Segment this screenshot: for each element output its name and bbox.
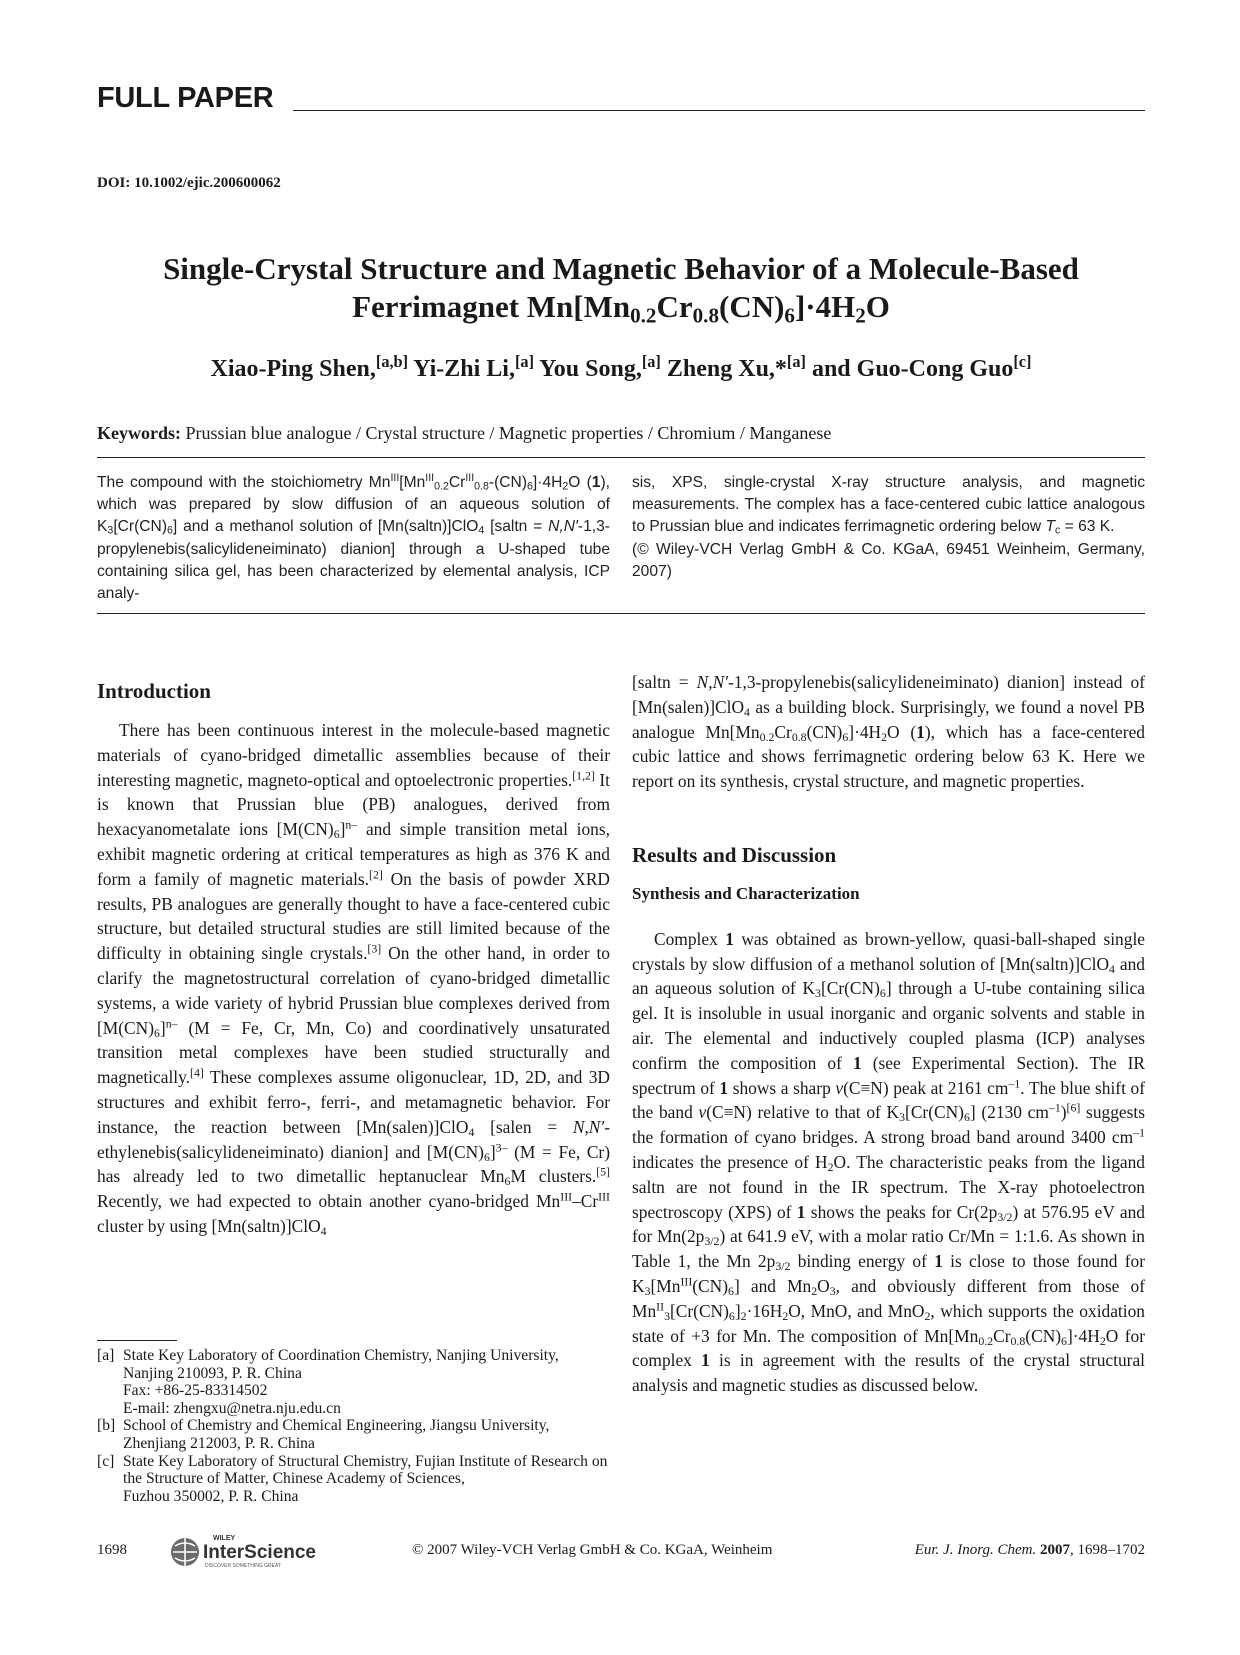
author-affiliation: [a] [641, 352, 661, 372]
abstract-sub: 6 [527, 480, 533, 493]
body-text: ] (2130 cm [969, 1102, 1049, 1123]
abstract-text: ] and a methanol solution of [Mn(saltn)]ClO [172, 518, 479, 536]
body-text: [salen = [474, 1116, 573, 1137]
title-sub: 0.2 [630, 303, 657, 328]
body-text: ] through a U-tube containing silica gel. It is insoluble in usual inorganic and organic solvents and stable in air. The elemental and inductively coupled plasma (ICP) analyses confirm the composition of [632, 978, 1145, 1073]
author-affiliation: [a,b] [375, 352, 409, 372]
journal-name: Eur. J. Inorg. Chem. [914, 1542, 1037, 1558]
footnote-tag: [b] [97, 1417, 116, 1435]
section-heading-introduction: Introduction [97, 679, 211, 703]
abstract-column-left [97, 472, 610, 605]
footnote-c [97, 1453, 610, 1506]
citation-ref[interactable]: [4] [190, 1065, 204, 1080]
title-text: Cr [656, 289, 693, 324]
title-text: ]·4H [794, 289, 856, 324]
body-text: (CN) [1025, 1325, 1062, 1346]
body-text: (M = Fe, Cr, Mn, Co) and coordinatively unsaturated transition metal complexes have been studied structurally and magnetically. [97, 1017, 610, 1088]
body-sub: 6 [1061, 1333, 1067, 1348]
compound-number: 1 [852, 1052, 862, 1073]
abstract-column-right [632, 472, 1145, 583]
body-sup: III [560, 1189, 573, 1204]
body-sub: 3/2 [997, 1209, 1013, 1224]
body-text: [Mn [650, 1275, 681, 1296]
footnote-rule [97, 1340, 177, 1341]
abstract-sup: III [425, 472, 435, 485]
journal-year: 2007 [1040, 1542, 1070, 1558]
body-text: cluster by using [Mn(saltn)]ClO [97, 1215, 321, 1236]
title-sub: 0.8 [692, 303, 719, 328]
citation-ref[interactable]: [3] [367, 941, 382, 956]
body-text: ] [734, 1300, 741, 1321]
body-sub: 4 [468, 1124, 475, 1139]
body-sup: –1 [1133, 1125, 1145, 1140]
body-sup: –1 [1008, 1076, 1021, 1091]
section-heading-results: Results and Discussion [632, 842, 837, 867]
body-sub: 2 [881, 729, 888, 744]
body-italic: N,N′ [696, 672, 729, 692]
compound-number: 1 [591, 474, 601, 491]
body-sub: 2 [811, 1283, 818, 1298]
abstract-text: O ( [568, 474, 592, 491]
body-sub: 6 [963, 1110, 970, 1125]
body-text: is close to those found for K [632, 1251, 1145, 1296]
doi[interactable]: DOI: 10.1002/ejic.200600062 [97, 175, 281, 191]
body-text: (CN) [692, 1275, 729, 1296]
body-italic: ν [835, 1077, 844, 1098]
author-affiliation: [a] [514, 352, 535, 372]
author-list [97, 352, 1145, 383]
wiley-interscience-logo[interactable] [167, 1530, 347, 1570]
body-text: suggests the formation of cyano bridges. A strong broad band around 3400 cm [632, 1102, 1145, 1148]
author: Yi-Zhi Li, [413, 356, 515, 382]
body-text: ) at 641.9 eV, with a molar ratio Cr/Mn = 1:1.6. As shown in Table 1, the Mn 2p [632, 1226, 1145, 1272]
body-sup: II [656, 1299, 665, 1314]
footnote-line: Fax: +86-25-83314502 [123, 1382, 268, 1400]
body-sub: 3 [644, 1283, 651, 1298]
author-affiliation: [c] [1013, 352, 1032, 372]
footnote-tag: [c] [97, 1452, 115, 1470]
body-text: [Cr(CN) [669, 1300, 729, 1321]
footnote-line: Fuzhou 350002, P. R. China [123, 1487, 299, 1505]
body-sup: III [680, 1274, 693, 1289]
body-sub: 3/2 [775, 1259, 791, 1274]
footnote-line: Nanjing 210093, P. R. China [123, 1364, 302, 1382]
abstract-sub: 6 [167, 525, 173, 538]
body-sup: n– [165, 1016, 178, 1031]
body-text: These complexes assume oligonuclear, 1D, 2D, and 3D structures and exhibit ferro-, ferri-, and metamagnetic behavior. For instance, the reaction between [Mn(salen)]ClO [97, 1067, 610, 1137]
abstract-sup: III [465, 472, 475, 485]
abstract-sup: III [390, 472, 400, 485]
body-text: ) at 576.95 eV and for Mn(2p [632, 1201, 1145, 1247]
body-sub: 4 [320, 1223, 327, 1238]
body-sub: 6 [483, 1149, 490, 1164]
body-text: [Cr(CN) [820, 978, 880, 999]
body-text: It is known that Prussian blue (PB) analogues, derived from hexacyanometalate ions [M(CN) [97, 769, 610, 840]
body-sub: 0.2 [759, 729, 775, 744]
footer-copyright: © 2007 Wiley-VCH Verlag GmbH & Co. KGaA, Weinheim [412, 1542, 773, 1558]
body-text: ) [1060, 1102, 1067, 1123]
footnote-line: Zhenjiang 212003, P. R. China [123, 1434, 315, 1452]
abstract-text: [Mn [399, 474, 426, 491]
body-sub: 6 [728, 1283, 734, 1298]
abstract-sub: 0.8 [474, 480, 489, 493]
compound-number: 1 [916, 721, 925, 742]
compound-number: 1 [719, 1077, 729, 1098]
body-text: [Cr(CN) [905, 1102, 964, 1123]
body-sub: 6 [728, 1308, 735, 1323]
subsection-heading: Synthesis and Characterization [632, 883, 860, 903]
abstract-text: ]·4H [532, 474, 563, 491]
page-footer [97, 1530, 1145, 1570]
body-text: M clusters. [510, 1166, 597, 1187]
body-sub: 4 [1109, 961, 1115, 976]
body-text: O, MnO, and MnO [788, 1300, 925, 1321]
body-text: (see Experimental Section). The IR spectrum of [632, 1052, 1145, 1098]
body-text: There has been continuous interest in the molecule-based magnetic materials of cyano-bridged dimetallic assemblies because of their interesting magnetic, magneto-optical and optoelectronic properties. [97, 720, 610, 790]
footnote-tag: [a] [97, 1347, 115, 1364]
body-sub: 3 [899, 1110, 906, 1125]
page-number: 1698 [97, 1542, 127, 1558]
body-sup: n– [345, 817, 358, 832]
title-line-1: Single-Crystal Structure and Magnetic Behavior of a Molecule-Based [163, 251, 1079, 286]
citation-ref[interactable]: [2] [369, 867, 383, 882]
title-sub: 2 [855, 303, 866, 328]
citation-ref[interactable]: [6] [1066, 1100, 1081, 1115]
body-sub: 2 [1099, 1333, 1106, 1348]
logo-tagline: DISCOVER SOMETHING GREAT [205, 1563, 282, 1569]
header-rule [293, 110, 1145, 111]
body-text: On the basis of powder XRD results, PB analogues are generally thought to have a face-centered cubic structure, but detailed structural studies are still limited because of the difficulty in obtaining single crystals. [97, 868, 610, 964]
body-text: Cr [993, 1325, 1011, 1346]
author-affiliation: [a] [786, 352, 806, 372]
body-text: Recently, we had expected to obtain another cyano-bridged Mn [97, 1191, 561, 1212]
body-text: shows a sharp [728, 1077, 836, 1098]
body-text: (C≡N) peak at 2161 cm [843, 1077, 1009, 1098]
body-sub: 2 [924, 1308, 931, 1323]
body-sub: 6 [333, 827, 340, 842]
body-text: (M = Fe, Cr) has already led to two dimetallic heptanuclear Mn [97, 1141, 610, 1187]
keywords-rule [97, 457, 1145, 458]
body-column-right [632, 672, 1146, 1398]
author: Zheng Xu,* [666, 356, 787, 382]
keywords-text: Prussian blue analogue / Crystal structure / Magnetic properties / Chromium / Manganese [185, 423, 832, 443]
footnote-a [97, 1347, 610, 1417]
footnote-b [97, 1417, 610, 1452]
compound-number: 1 [796, 1201, 806, 1222]
journal-pages: , 1698–1702 [1070, 1542, 1145, 1558]
body-sub: 0.8 [1010, 1333, 1026, 1348]
abstract-text: ), which was prepared by slow diffusion of an aqueous solution of K [97, 474, 610, 536]
body-text: . The blue shift of the band [632, 1077, 1146, 1123]
body-sub: 3 [829, 1283, 836, 1298]
body-text: as a building block. Surprisingly, we found a novel PB analogue Mn[Mn [632, 696, 1145, 742]
body-italic: N,N′ [572, 1116, 605, 1137]
body-sub: 6 [154, 1025, 160, 1040]
body-text: is in agreement with the results of the crystal structural analysis and magnetic studies as discussed below. [632, 1350, 1145, 1396]
body-text: On the other hand, in order to clarify the magnetostructural correlation of cyano-bridged dimetallic systems, a wide variety of hybrid Prussian blue complexes derived from [M(CN) [97, 943, 610, 1038]
author: You Song, [539, 356, 642, 382]
body-text: ), which has a face-centered cubic lattice and shows ferrimagnetic ordering below 63 K. Here we report on its synthesis, crystal structure, and magnetic properties. [632, 721, 1145, 792]
footnote-email[interactable]: E-mail: zhengxu@netra.nju.edu.cn [123, 1399, 341, 1417]
abstract-italic: T [1045, 518, 1055, 536]
author: and Guo-Cong Guo [811, 356, 1014, 382]
abstract-rule [97, 613, 1145, 614]
footnote-body [123, 1417, 610, 1452]
abstract-sub: c [1055, 525, 1061, 538]
abstract-text-continued: sis, XPS, single-crystal X-ray structure analysis, and magnetic measurements. The complex has a face-centered cubic lattice analogous to Prussian blue and indicates ferrimagnetic ordering below [632, 474, 1145, 536]
body-sub: 2 [827, 1159, 834, 1174]
body-column-left [97, 678, 610, 1239]
compound-number: 1 [701, 1350, 710, 1371]
abstract-copyright: (© Wiley-VCH Verlag GmbH & Co. KGaA, 69451 Weinheim, Germany, 2007) [632, 540, 1145, 580]
body-text: –Cr [572, 1191, 599, 1212]
body-text: ·16H [746, 1300, 783, 1321]
footnote-body [123, 1453, 610, 1506]
keywords [97, 423, 1145, 444]
abstract-text: The compound with the stoichiometry Mn [97, 474, 391, 491]
footnote-line: State Key Laboratory of Structural Chemistry, Fujian Institute of Research on the Structure of Matter, Chinese Academy of Sciences, [123, 1452, 608, 1488]
body-text: O [817, 1275, 830, 1296]
title-sub: 6 [784, 303, 795, 328]
body-sub: 6 [842, 729, 849, 744]
abstract-sub: 3 [107, 525, 114, 538]
abstract-text: Cr [448, 474, 466, 491]
body-text: O. The characteristic peaks from the ligand saltn are not found in the IR spectrum. The X-ray photoelectron spectroscopy (XPS) of [632, 1151, 1146, 1222]
article-title [97, 250, 1145, 326]
body-text: and simple transition metal ions, exhibit magnetic ordering at critical temperatures as high as 376 K and form a family of magnetic materials. [97, 819, 610, 889]
body-text: [saltn = [632, 672, 697, 692]
body-text: Complex [654, 928, 726, 949]
body-sub: 3 [815, 986, 821, 1001]
citation-ref[interactable]: [1,2] [572, 768, 595, 783]
abstract-sub: 0.2 [434, 480, 449, 493]
title-text: Ferrimagnet Mn[Mn [352, 289, 631, 324]
body-text: was obtained as brown-yellow, quasi-ball-shaped single crystals by slow diffusion of a methanol solution of [Mn(saltn)]ClO [632, 928, 1145, 974]
abstract-text: [saltn = [484, 518, 549, 536]
body-sub: 6 [504, 1174, 511, 1189]
body-sup: III [598, 1189, 610, 1204]
body-sub: 3/2 [704, 1234, 720, 1249]
body-sub: 0.8 [791, 729, 807, 744]
body-text: , which supports the oxidation state of +3 for Mn. The composition of Mn[Mn [632, 1300, 1145, 1346]
body-text: binding energy of [790, 1251, 935, 1272]
body-text: (CN) [806, 721, 843, 742]
body-text: Cr [774, 721, 792, 742]
citation-ref[interactable]: [5] [596, 1164, 610, 1179]
body-text: shows the peaks for Cr(2p [805, 1201, 998, 1222]
body-text: -1,3-propylenebis(salicylideneiminato) dianion] instead of [Mn(salen)]ClO [632, 672, 1145, 717]
body-text: , and obviously different from those of Mn [632, 1275, 1145, 1321]
body-text: O for complex [632, 1325, 1145, 1371]
body-sub: 3 [664, 1308, 670, 1323]
body-sub: 0.2 [978, 1333, 994, 1348]
abstract-text: -(CN) [488, 474, 528, 491]
compound-number: 1 [934, 1251, 943, 1272]
footnote-line: State Key Laboratory of Coordination Chemistry, Nanjing University, [123, 1347, 559, 1364]
footnote-body [123, 1347, 610, 1417]
logo-main-text: InterScience [203, 1542, 316, 1563]
abstract-text: -1,3-propylenebis(salicylideneiminato) dianion] through a U-shaped tube containing silica gel, has been characterized by elemental analysis, ICP analy- [97, 518, 610, 603]
title-text: (CN) [719, 289, 785, 324]
body-text: and an aqueous solution of K [632, 953, 1145, 999]
keywords-label: Keywords: [97, 423, 181, 443]
paragraph [632, 927, 1145, 1398]
body-sub: 2 [740, 1308, 747, 1323]
body-text: indicates the presence of H [632, 1151, 828, 1172]
compound-number: 1 [725, 928, 734, 949]
title-text: O [865, 289, 890, 324]
affiliation-footnotes [97, 1340, 610, 1505]
abstract-sub: 4 [478, 525, 485, 538]
paragraph-continued [632, 670, 1145, 794]
abstract-sub: 2 [562, 480, 569, 493]
footnote-line: School of Chemistry and Chemical Engineering, Jiangsu University, [123, 1417, 550, 1435]
body-text: ] and Mn [733, 1275, 812, 1296]
body-sub: 6 [879, 986, 886, 1001]
paragraph: There has been continuous interest in the molecule-based magnetic materials of cyano-bridged dimetallic assemblies because of their interesting magnetic, magneto-optical and optoelectronic properties.[1,2] It is known that Prussian blue (PB) analogues, derived from hexacyanometalate ions $[M(CN)_6]^{n-}$ and simple transition metal ions, exhibit magnetic ordering at critical temperatures as high as 376 K and form a family of magnetic materials.[2] On the basis of powder XRD results, PB analogues are generally thought to have a face-centered cubic structure, but detailed structural studies are still limited because of the difficulty in obtaining single crystals.[3] On the other hand, in order to clarify the magnetostructural correlation of cyano-bridged dimetallic systems, a wide variety of hybrid Prussian blue complexes derived from $[M(CN)_6]^{n-}$ (M = Fe, Cr, Mn, Co) and coordinatively unsaturated transition metal complexes have been studied structurally and magnetically.[4] These complexes assume oligonuclear, 1D, 2D, and 3D structures and exhibit ferro-, ferri-, and metamagnetic behavior. For instance, the reaction between [Mn(salen)]ClO$_4$ [salen = N,N′-ethylenebis(salicylideneiminato) dianion] and $[M(CN)_6]^{3-}$ (M = Fe, Cr) has already led to two dimetallic heptanuclear $Mn_6M$ clusters.[5] Recently, we had expected to obtain another cyano-bridged $Mn^{III}-Cr^{III}$ cluster by using [Mn(saltn)]ClO$_4$ [97, 720, 611, 1238]
section-label: FULL PAPER [97, 82, 274, 114]
body-text: ]·4H [848, 721, 882, 742]
logo-top-text: WILEY [213, 1535, 236, 1542]
body-text: O ( [887, 721, 917, 742]
title-line-2 [97, 288, 1145, 326]
body-italic: ν [698, 1102, 707, 1123]
body-sup: –1 [1048, 1100, 1061, 1115]
body-sub: 2 [782, 1308, 789, 1323]
abstract-text: = 63 K. [1060, 518, 1115, 536]
abstract-text: [Cr(CN) [113, 518, 168, 536]
body-text: (C≡N) relative to that of K [706, 1102, 900, 1123]
body-sub: 4 [744, 704, 750, 719]
running-header [97, 80, 1145, 116]
body-sup: 3– [495, 1140, 508, 1155]
journal-citation [915, 1542, 1145, 1559]
body-text: -ethylenebis(salicylideneiminato) dianion] and [M(CN) [97, 1116, 611, 1162]
abstract-italic: N,N′ [548, 518, 578, 536]
body-text: ]·4H [1066, 1325, 1100, 1346]
author: Xiao-Ping Shen, [210, 356, 376, 382]
